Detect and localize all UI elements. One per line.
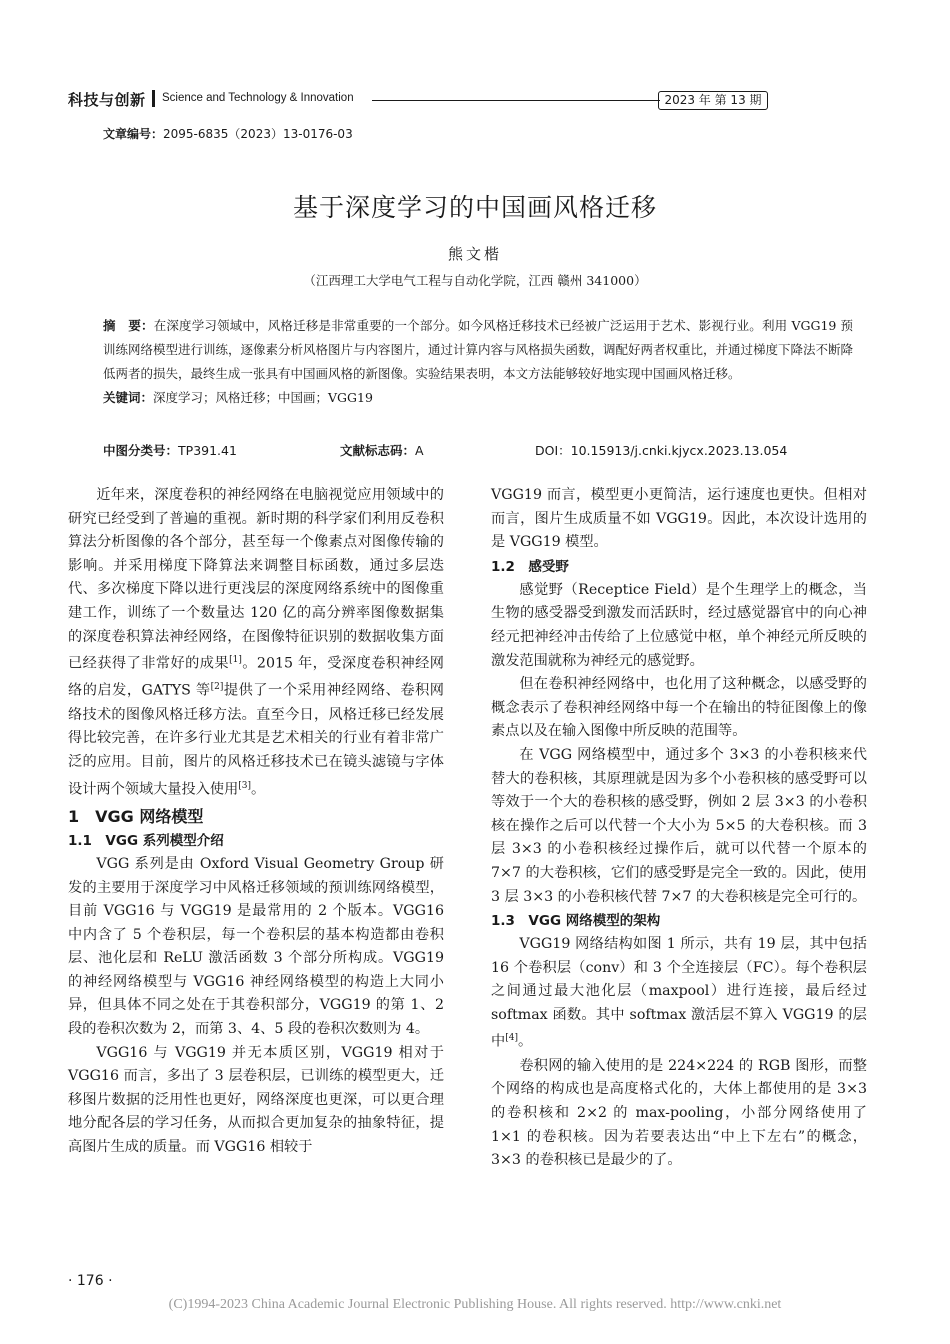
section-1-2-heading: 1.2 感受野 [491, 558, 569, 575]
intro-text-3: 提供了一个采用神经网络、卷积网络技术的图像风格迁移方法。直至今日，风格迁移已经发展得比较完善，在许多行业尤其是艺术相关的行业有着非常广泛的应用。目前，图片的风格迁移技术已在镜头滤镜与字体设计两个领域大量投入使用 [68, 683, 444, 798]
page-number: · 176 · [68, 1273, 113, 1289]
section-1-1-heading: 1.1 VGG 系列模型介绍 [68, 832, 224, 849]
left-column [68, 484, 444, 1160]
journal-subtitle: Science and Technology & Innovation [162, 92, 354, 104]
intro-paragraph [68, 484, 444, 802]
ref-3: [3] [238, 780, 252, 791]
paragraph-vgg-compare: VGG16 与 VGG19 并无本质区别，VGG19 相对于 VGG16 而言，多出了 3 层卷积层，已训练的模型更大，迁移图片数据的泛用性也更好，网络深度也更深，可以更合理地分配各层的学习任务，从而拟合更加复杂的抽象特征，提高图片生成的质量。而 VGG16 相较于 [68, 1044, 444, 1156]
doc-code-label: 文献标志码： [340, 443, 416, 458]
paragraph-vgg-series: VGG 系列是由 Oxford Visual Geometry Group 研发的主要用于深度学习中风格迁移领域的预训练网络模型，目前 VGG16 与 VGG19 是最常用的 2 个版本。VGG16 中内含了 5 个卷积层，每一个卷积层的基本构造都由卷积层、池化层和 ReLU 激活函数 3 个部分所构成。VGG19 的神经网络模型与 VGG16 神经网络模型的构造上大同小异，但具体不同之处在于其卷积部分，VGG19 的第 1、2 段的卷积次数为 2，而第 3、4、5 段的卷积次数则为 4。 [68, 855, 444, 1038]
clc-line [103, 441, 237, 459]
right-column [491, 484, 867, 1173]
ref-1: [1] [229, 655, 242, 666]
abstract-label: 摘 要： [103, 318, 154, 333]
paragraph-cnn-receptive: 但在卷积神经网络中，也化用了这种概念，以感受野的概念表示了卷积神经网络中每一个在输出的特征图像上的像素点以及在输入图像中所反映的范围等。 [491, 676, 867, 740]
intro-text-4: 。 [251, 781, 266, 798]
paragraph-vgg19-structure [491, 933, 867, 1055]
paragraph-input-size: 卷积网的输入使用的是 224×224 的 RGB 图形，而整个网络的构成也是高度格式化的，大体上都使用的是 3×3 的卷积核和 2×2 的 max-pooling，小部分网络使用了 1×1 的卷积核。因为若要表达出“中上下左右”的概念，3×3 的卷积核已是最少的了。 [491, 1057, 867, 1169]
article-id [103, 125, 353, 142]
doc-code-value: A [415, 443, 424, 458]
keywords-label: 关键词： [103, 390, 154, 405]
author: 熊文楷 [447, 245, 502, 263]
paragraph-small-kernels: 在 VGG 网络模型中，通过多个 3×3 的小卷积核来代替大的卷积核，其原理就是因为多个小卷积核的感受野可以等效于一个大的卷积核的感受野，例如 2 层 3×3 的小卷积核在操作之后可以代替一个大小为 5×5 的大卷积核。而 3 层 3×3 的小卷积核经过操作后，就可以代替一个原本的 7×7 的大卷积核，它们的感受野是完全一致的。因此，使用 3 层 3×3 的小卷积核代替 7×7 的大卷积核是完全可行的。 [491, 746, 867, 905]
ref-2: [2] [210, 682, 224, 693]
article-id-value: 2095-6835（2023）13-0176-03 [163, 127, 353, 141]
vgg19-structure-end: 。 [517, 1034, 533, 1051]
section-1-heading: 1 VGG 网络模型 [68, 806, 204, 826]
intro-text-1: 近年来，深度卷积的神经网络在电脑视觉应用领域中的研究已经受到了普遍的重视。新时期的科学家们利用反卷积算法分析图像的各个部分，甚至每一个像素点对图像传输的影响。并采用梯度下降算法来调整目标函数，通过多层迭代、多次梯度下降以进行更浅层的深度网络系统中的图像重建工作，训练了一个数量达 120 亿的高分辨率图像数据集的深度卷积算法神经网络，在图像特征识别的数据收集方面已经获得了非常好的成果 [68, 487, 444, 672]
vgg19-structure-text: VGG19 网络结构如图 1 所示，共有 19 层，其中包括 16 个卷积层（conv）和 3 个全连接层（FC）。每个卷积层之间通过最大池化层（maxpool）进行连接，最后经过 softmax 函数。其中 softmax 激活层不算入 VGG19 的层中 [491, 936, 867, 1051]
affiliation: （江西理工大学电气工程与自动化学院，江西 赣州 341000） [303, 273, 647, 288]
paragraph-continued: VGG19 而言，模型更小更简洁，运行速度也更快。但相对而言，图片生成质量不如 VGG19。因此，本次设计选用的是 VGG19 模型。 [491, 487, 867, 551]
paper-title: 基于深度学习的中国画风格迁移 [292, 193, 657, 222]
article-id-label: 文章编号： [103, 127, 164, 141]
header-rule [372, 100, 660, 101]
copyright-watermark: (C)1994-2023 China Academic Journal Electronic Publishing House. All rights reserved. http://www.cnki.net [168, 1297, 782, 1312]
doi-value: 10.15913/j.cnki.kjycx.2023.13.054 [570, 443, 788, 458]
keywords-line [103, 386, 853, 410]
abstract-text: 在深度学习领域中，风格迁移是非常重要的一个部分。如今风格迁移技术已经被广泛运用于艺术、影视行业。利用 VGG19 预训练网络模型进行训练，逐像素分析风格图片与内容图片，通过计算内容与风格损失函数，调配好两者权重比，并通过梯度下降法不断降低两者的损失，最终生成一张具有中国画风格的新图像。实验结果表明，本文方法能够较好地实现中国画风格迁移。 [103, 318, 854, 381]
header-separator [152, 90, 155, 107]
doi-label: DOI： [535, 443, 571, 458]
abstract-block [103, 314, 853, 410]
clc-label: 中图分类号： [103, 443, 179, 458]
journal-brand: 科技与创新 [68, 91, 146, 109]
section-1-3-heading: 1.3 VGG 网络模型的架构 [491, 913, 661, 930]
intro-text-2: 。2015 年，受深度卷积神经网络的启发，GATYS 等 [68, 655, 444, 700]
clc-value: TP391.41 [178, 443, 237, 458]
ref-4: [4] [505, 1033, 518, 1044]
paragraph-receptive-field: 感觉野（Receptice Field）是个生理学上的概念，当生物的感受器受到激发而活跃时，经过感觉器官中的向心神经元把神经冲击传给了上位感觉中枢，单个神经元所反映的激发范围就称为神经元的感觉野。 [491, 581, 867, 669]
doc-code-line [340, 441, 424, 459]
keywords-text: 深度学习；风格迁移；中国画；VGG19 [153, 390, 373, 405]
doi-line [535, 441, 787, 459]
issue-badge: 2023 年 第 13 期 [658, 91, 768, 110]
